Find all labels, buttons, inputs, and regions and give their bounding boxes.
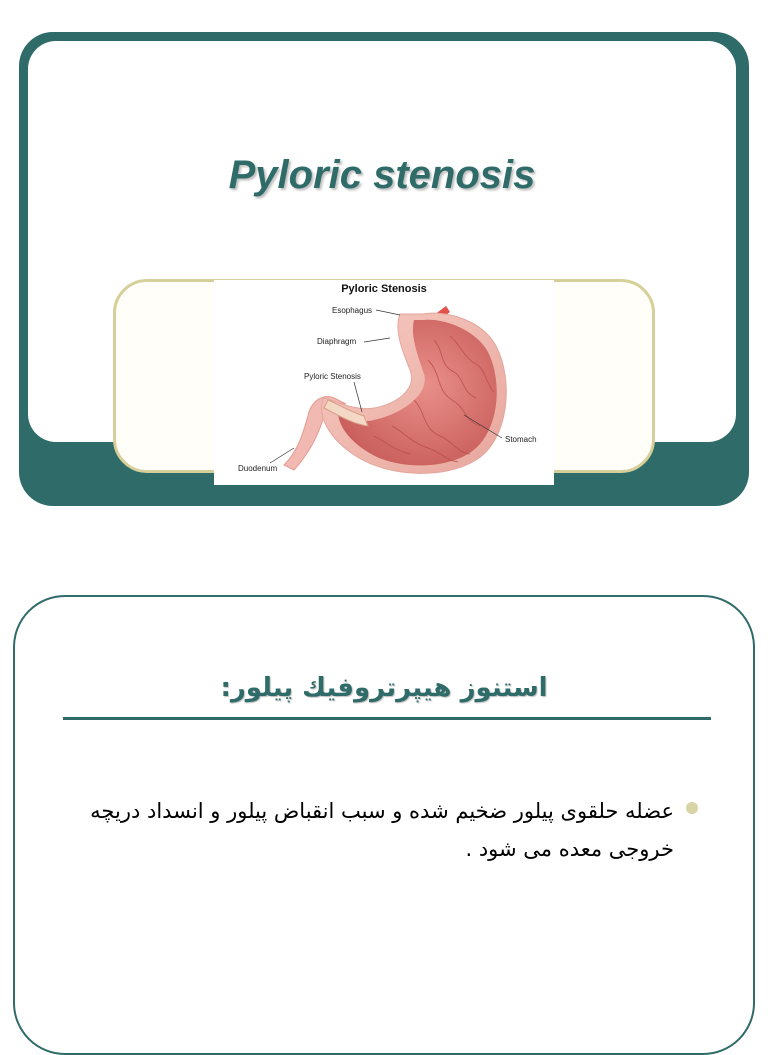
bullet-item: عضله حلقوی پیلور ضخیم شده و سبب انقباض پیلور و انسداد دریچه خروجی معده می شود . <box>90 799 674 861</box>
slide-title: Pyloric stenosis <box>228 153 536 197</box>
figure-title: Pyloric Stenosis <box>341 283 427 295</box>
stomach-illustration <box>214 280 554 485</box>
label-pyloric-stenosis: Pyloric Stenosis <box>304 372 361 381</box>
title-underline <box>63 717 711 720</box>
label-esophagus: Esophagus <box>332 306 373 315</box>
bullet-icon <box>686 802 698 814</box>
label-diaphragm: Diaphragm <box>317 337 357 346</box>
stomach-diagram <box>214 280 554 485</box>
slide-2-title: استنوز هيپرتروفيك پيلور: <box>220 673 548 703</box>
label-stomach: Stomach <box>505 435 537 444</box>
label-duodenum: Duodenum <box>238 464 278 473</box>
